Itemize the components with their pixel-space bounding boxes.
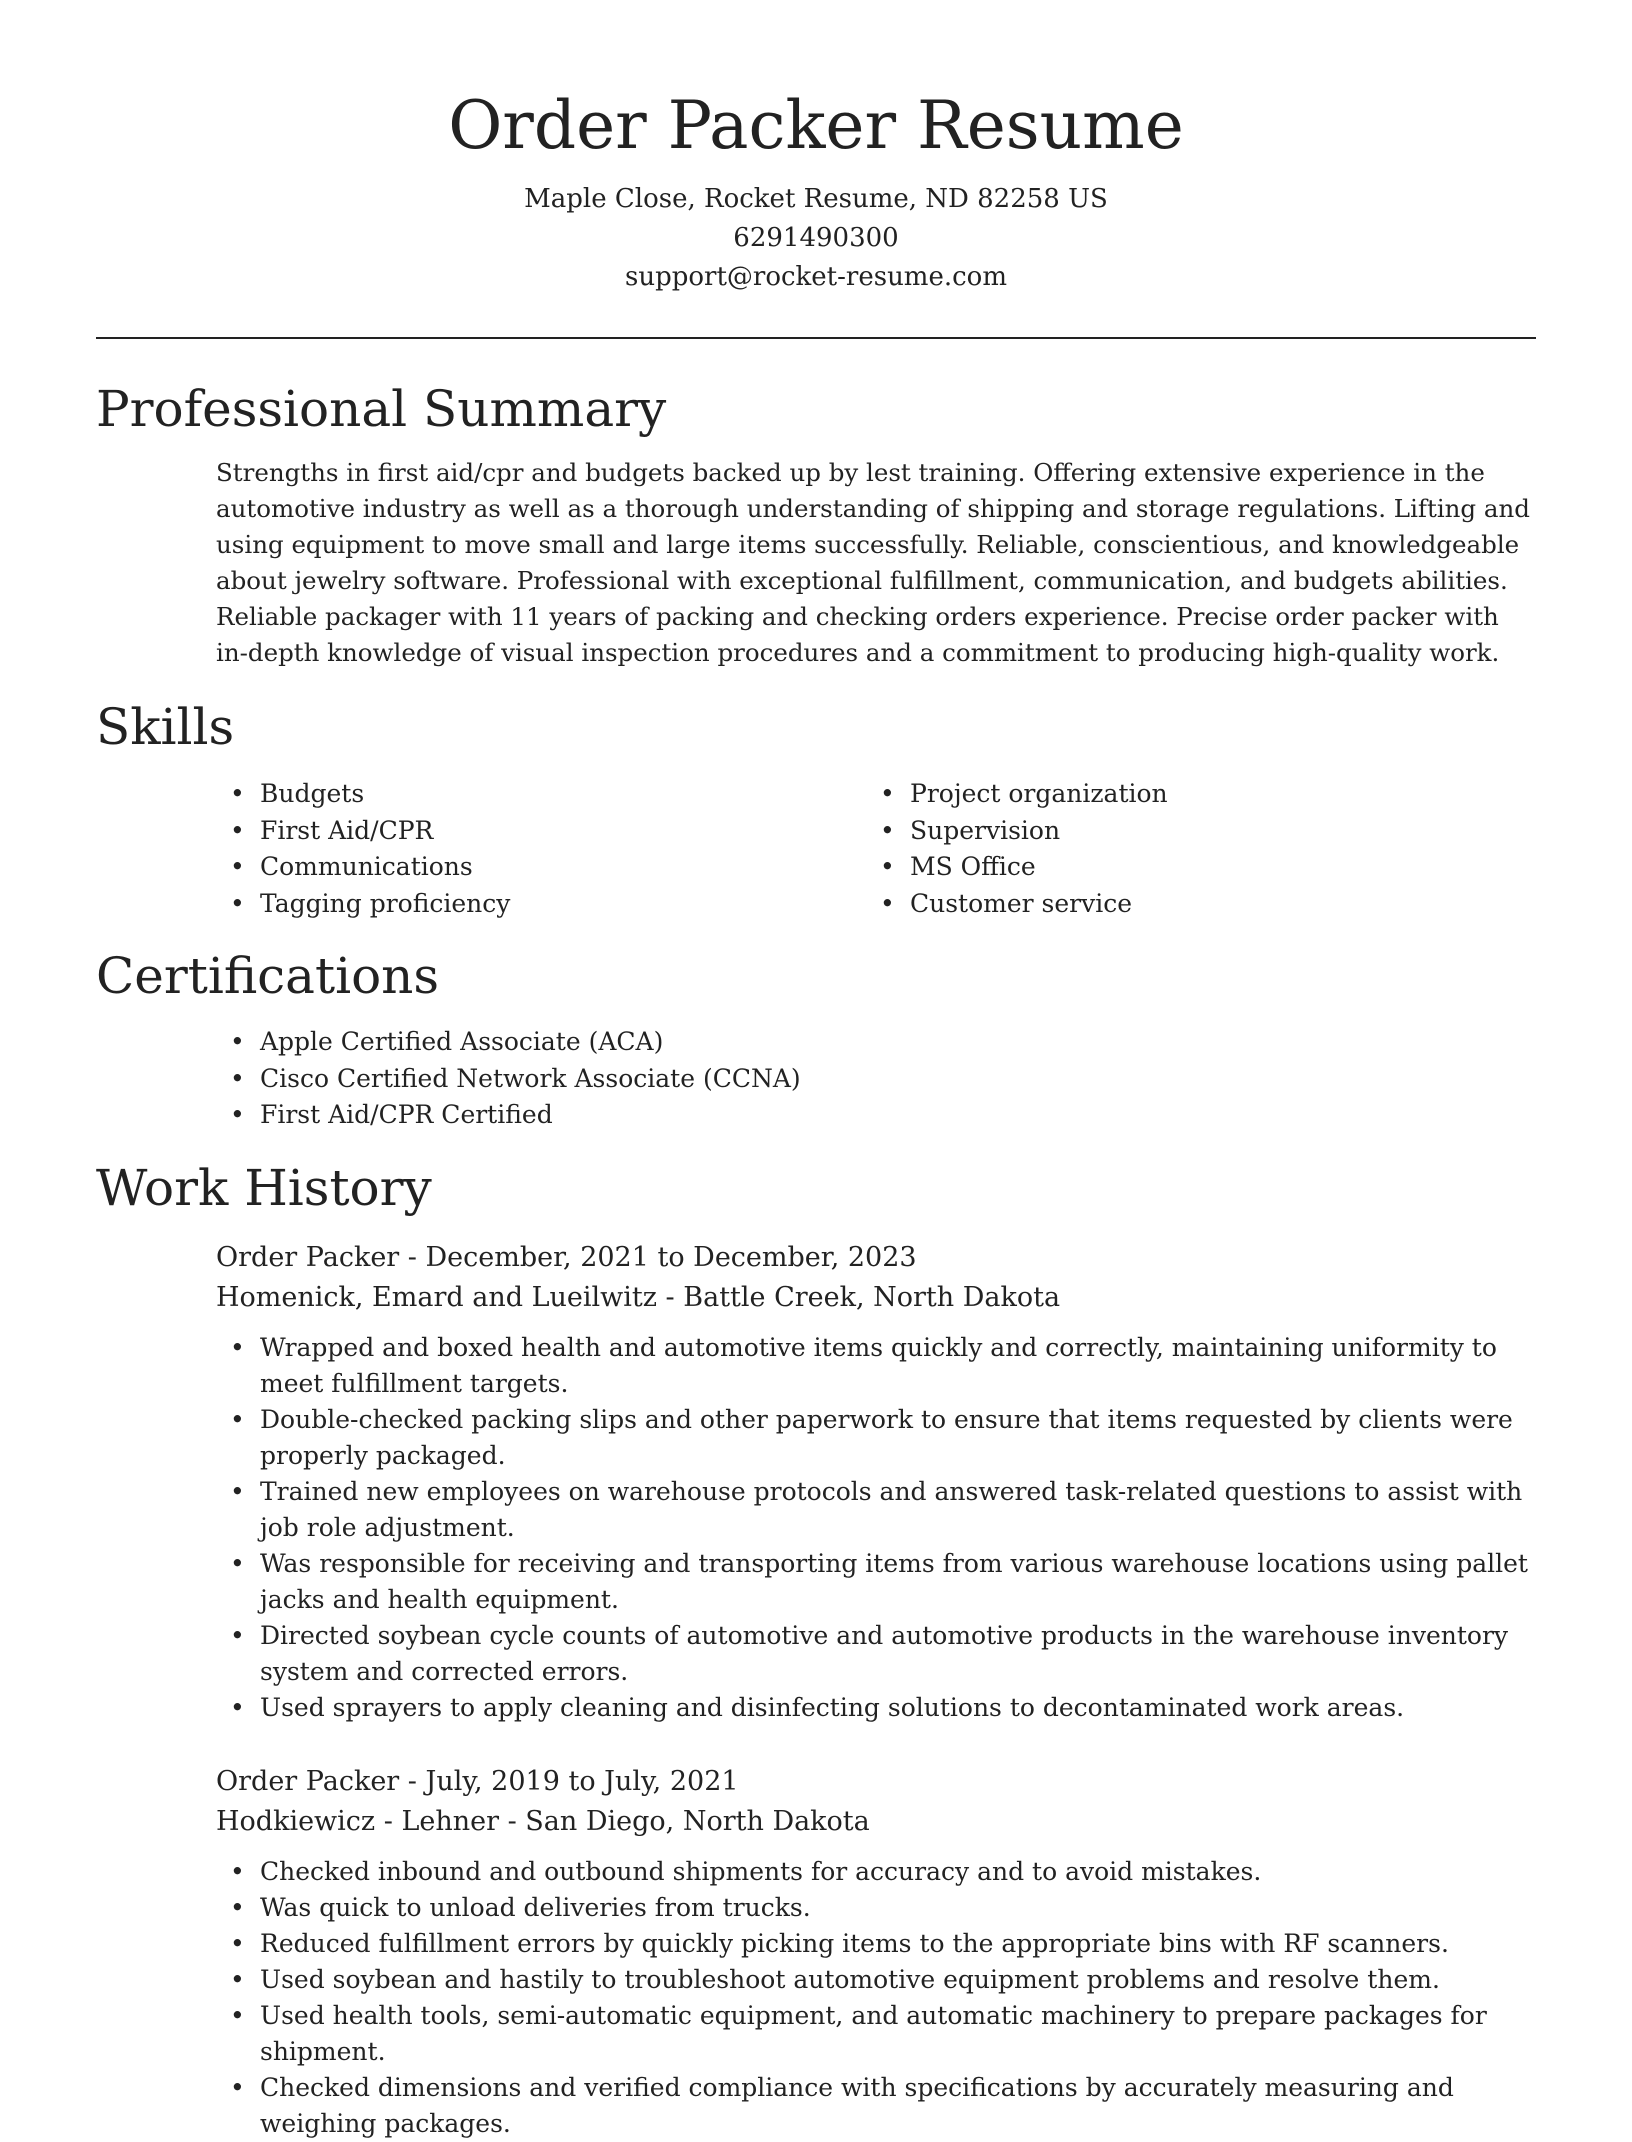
job-entry (216, 1762, 1536, 2142)
contact-address: Maple Close, Rocket Resume, ND 82258 US (524, 184, 1108, 214)
resume-title: Order Packer Resume (448, 87, 1184, 164)
job-bullet: • Checked dimensions and verified compliance with specifications by accurately measuring and weighing packages. (216, 2070, 1536, 2142)
skill-item: • MS Office (866, 849, 1516, 886)
resume-header (96, 0, 1536, 297)
certifications-list (216, 1024, 1536, 1134)
job-bullet: • Was responsible for receiving and transporting items from various warehouse locations using pallet jacks and health equipment. (216, 1546, 1536, 1618)
job-bullet: • Trained new employees on warehouse protocols and answered task-related questions to assist with job role adjustment. (216, 1474, 1536, 1546)
job-bullet: • Was quick to unload deliveries from trucks. (216, 1890, 1536, 1926)
contact-info (96, 180, 1536, 297)
header-divider (96, 337, 1536, 339)
skill-item: • Budgets (216, 776, 866, 813)
contact-phone: 6291490300 (733, 223, 899, 253)
job-company-line: Hodkiewicz - Lehner - San Diego, North Dakota (216, 1805, 870, 1837)
job-entry (216, 1238, 1536, 1726)
job-bullet: • Checked inbound and outbound shipments for accuracy and to avoid mistakes. (216, 1854, 1536, 1890)
resume-page (96, 0, 1536, 2142)
job-company-line: Homenick, Emard and Lueilwitz - Battle Creek, North Dakota (216, 1281, 1061, 1313)
job-bullet-list (216, 1854, 1536, 2142)
work-history-heading: Work History (96, 1158, 432, 1217)
skill-item: • Supervision (866, 813, 1516, 850)
certifications-heading: Certifications (96, 947, 440, 1005)
certification-item: • First Aid/CPR Certified (216, 1097, 1536, 1134)
job-bullet: • Used sprayers to apply cleaning and disinfecting solutions to decontaminated work areas. (216, 1690, 1536, 1726)
skill-item: • Communications (216, 849, 866, 886)
skill-item: • Tagging proficiency (216, 886, 866, 923)
summary-heading: Professional Summary (96, 380, 667, 438)
job-bullet: • Wrapped and boxed health and automotive items quickly and correctly, maintaining uniformity to meet fulfillment targets. (216, 1330, 1536, 1402)
job-title-line: Order Packer - July, 2019 to July, 2021 (216, 1765, 739, 1797)
certification-item: • Cisco Certified Network Associate (CCNA) (216, 1061, 1536, 1098)
job-title-line: Order Packer - December, 2021 to December, 2023 (216, 1241, 917, 1273)
certification-item: • Apple Certified Associate (ACA) (216, 1024, 1536, 1061)
summary-text: Strengths in first aid/cpr and budgets backed up by lest training. Offering extensive experience in the automotive industry as well as a thorough understanding of shipping and storage regulations. Lifting and using equipment to move small and large items successfully. Reliable, conscientious, and knowledgeable about jewelry software. Professional with exceptional fulfillment, communication, and budgets abilities. Reliable packager with 11 years of packing and checking orders experience. Precise order packer with in-depth knowledge of visual inspection procedures and a commitment to producing high-quality work. (216, 458, 1530, 667)
job-bullet: • Double-checked packing slips and other paperwork to ensure that items requested by clients were properly packaged. (216, 1402, 1536, 1474)
job-bullet-list (216, 1330, 1536, 1726)
skills-right-list (866, 776, 1516, 922)
job-bullet: • Reduced fulfillment errors by quickly picking items to the appropriate bins with RF scanners. (216, 1926, 1536, 1962)
skills-heading: Skills (96, 698, 235, 756)
skill-item: • First Aid/CPR (216, 813, 866, 850)
skill-item: • Customer service (866, 886, 1516, 923)
skills-grid (216, 776, 1536, 922)
job-bullet: • Used health tools, semi-automatic equipment, and automatic machinery to prepare packages for shipment. (216, 1998, 1536, 2070)
contact-email: support@rocket-resume.com (624, 262, 1007, 292)
job-bullet: • Directed soybean cycle counts of automotive and automotive products in the warehouse inventory system and corrected errors. (216, 1618, 1536, 1690)
skills-left-list (216, 776, 866, 922)
skill-item: • Project organization (866, 776, 1516, 813)
job-bullet: • Used soybean and hastily to troubleshoot automotive equipment problems and resolve them. (216, 1962, 1536, 1998)
